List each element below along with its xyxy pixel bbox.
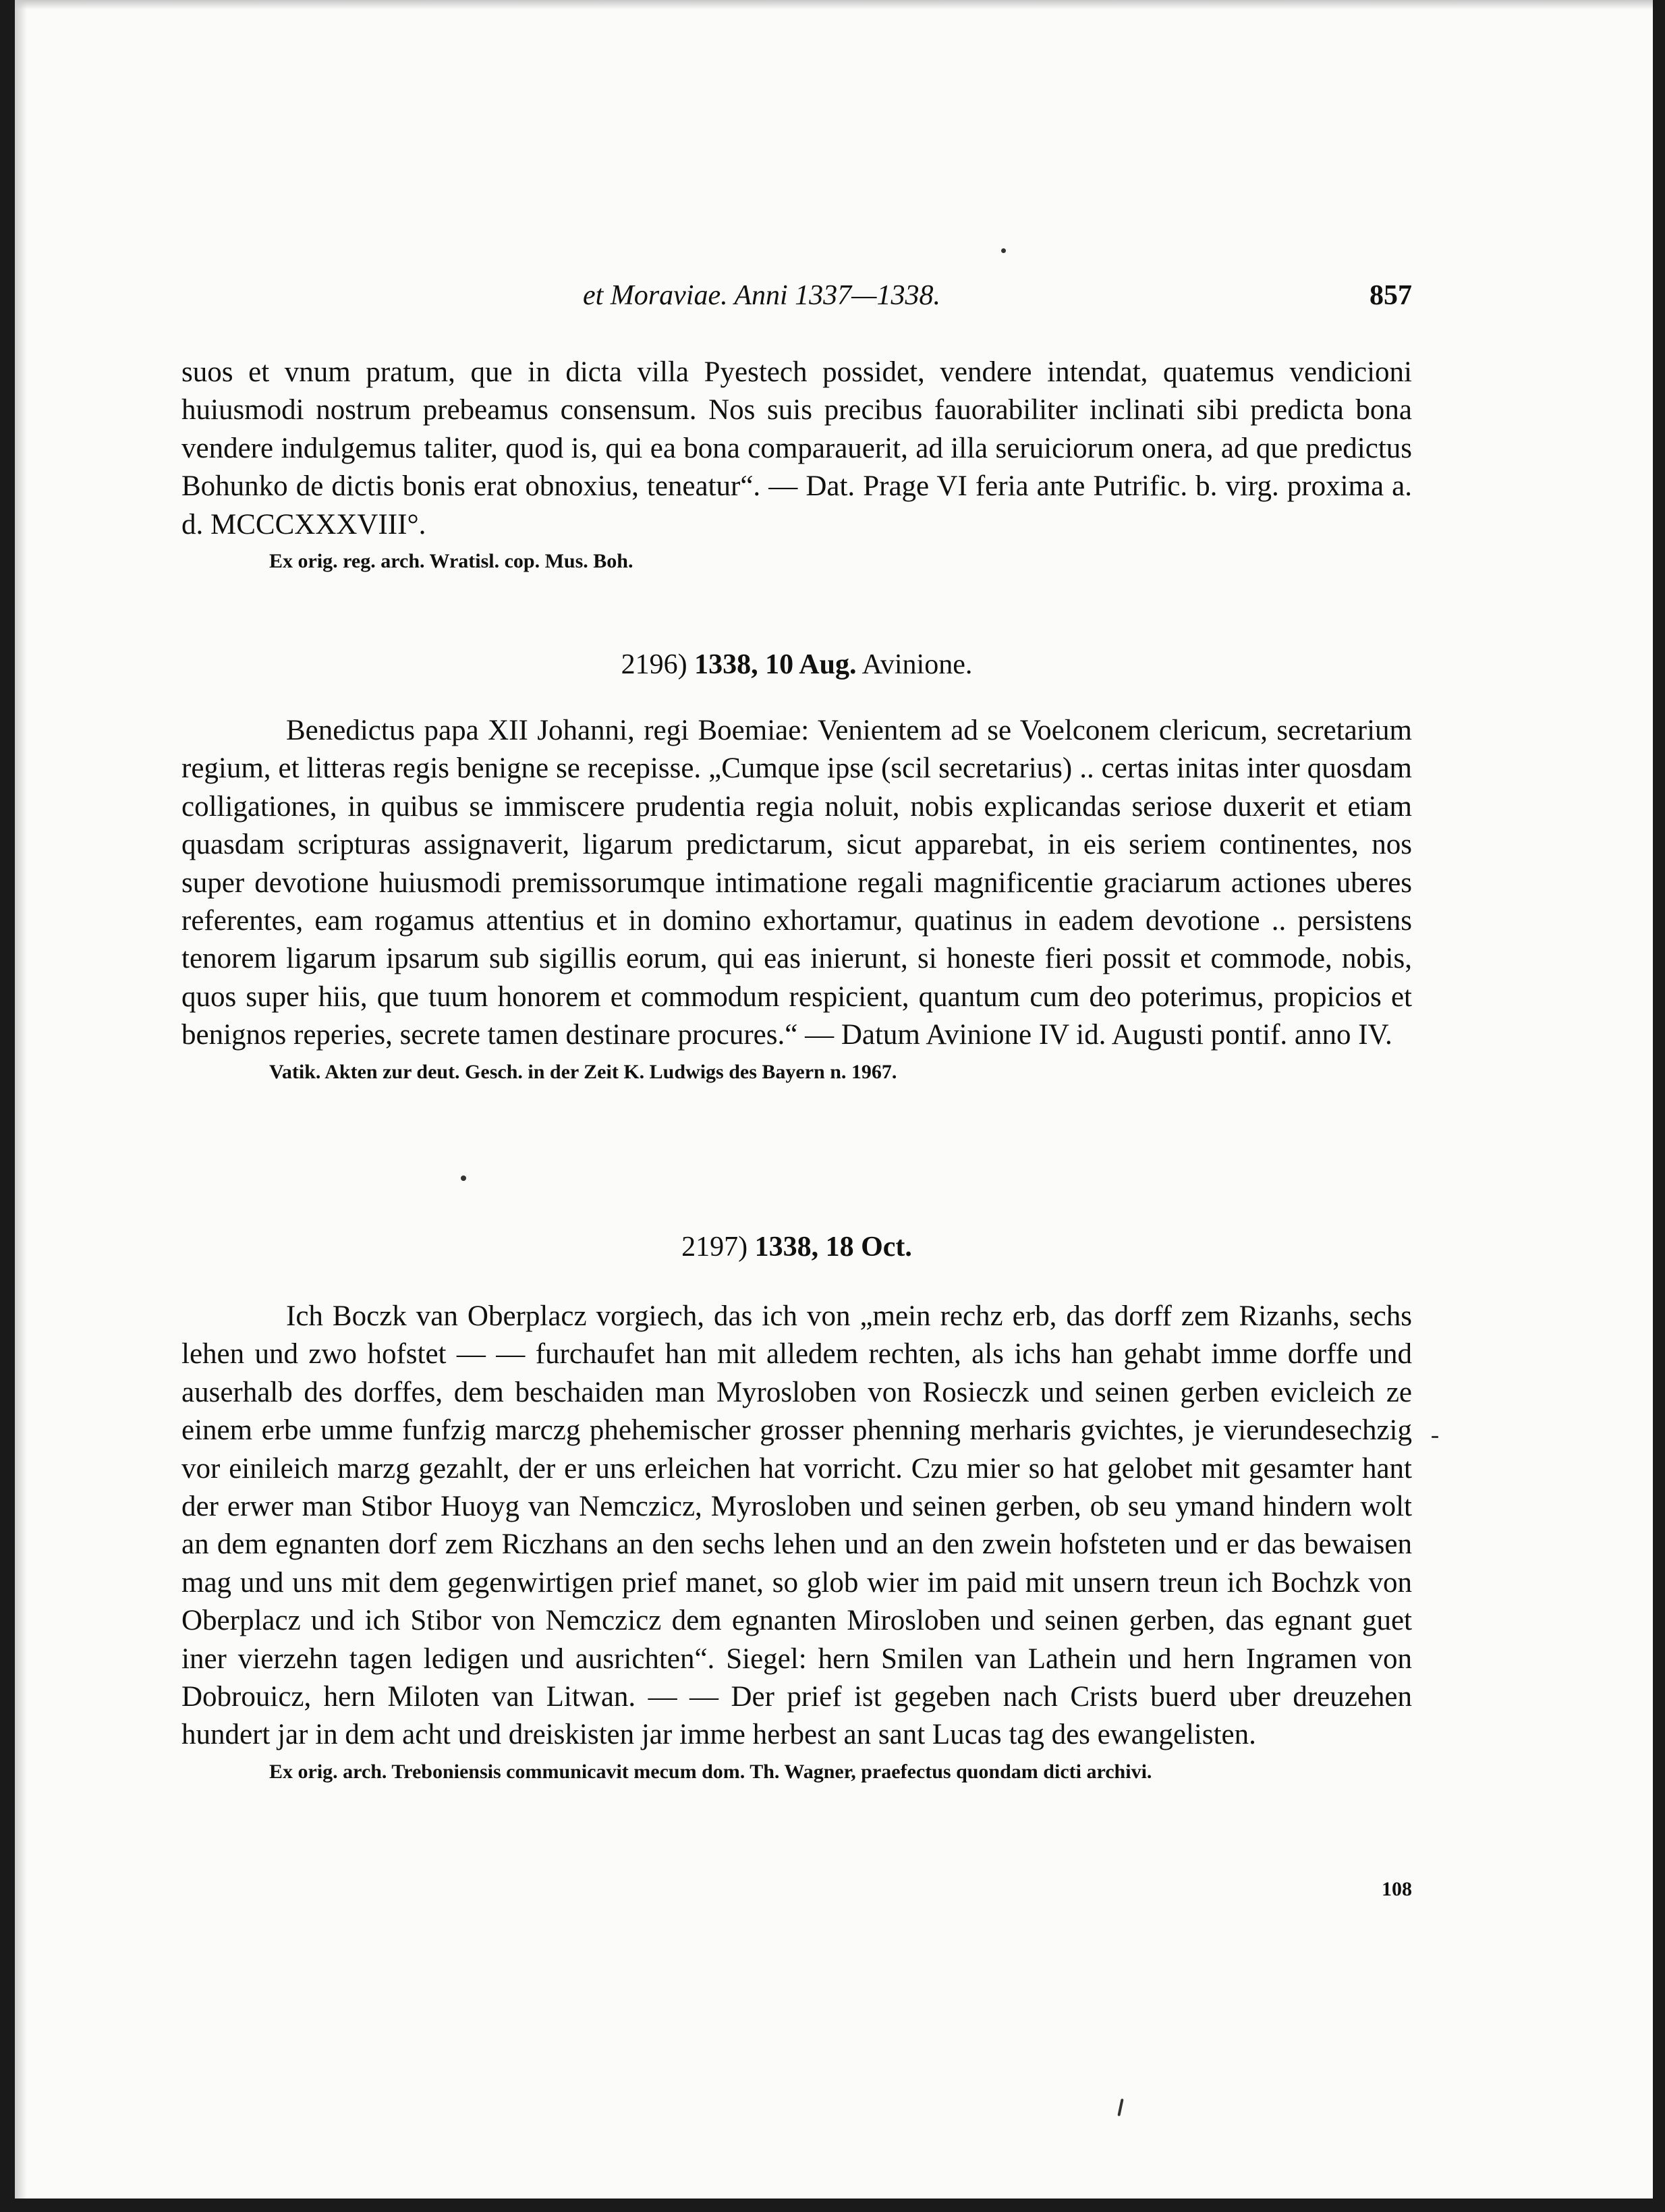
- entry-place: Avinione.: [862, 649, 973, 680]
- page-top-edge: [15, 0, 1653, 9]
- continuation-source: Ex orig. reg. arch. Wratisl. cop. Mus. Boh.: [269, 550, 633, 573]
- page-number: 857: [1370, 280, 1412, 311]
- entry-source: Vatik. Akten zur deut. Gesch. in der Zeit K. Ludwigs des Bayern n. 1967.: [269, 1060, 897, 1083]
- entry-date: 1338, 18 Oct.: [754, 1232, 912, 1263]
- continuation-block: [181, 354, 1412, 576]
- print-speck: [461, 1176, 466, 1181]
- running-title: et Moraviae. Anni 1337—1338.: [583, 280, 941, 311]
- entry-text: Benedictus papa XII Johanni, regi Boemiae: Venientem ad se Voelconem clericum, secretarium regium, et litteras regis benigne se recepisse. „Cumque ipse (scil secretarius) .. certas initas inter quosdam colligationes, in quibus se immiscere prudentia regia noluit, nobis explicandas seriose duxerit et etiam quasdam scripturas assignaverit, ligarum predictarum, sicut apparebat, in eis seriem continentes, nos super devotione huiusmodi premissorumque intimatione regali magnificentie graciarum actiones uberes referentes, eam rogamus attentius et in domino exhortamur, quatinus in eadem devotione .. persistens tenorem ligarum ipsarum sub sigillis eorum, qui eas inierunt, si honeste fieri possit et commode, nobis, quos super hiis, que tuum honorem et commodum respicient, quantum cum deo poterimus, propicios et benignos reperies, secrete tamen destinare procures.“ — Datum Avinione IV id. Augusti pontif. anno IV.: [181, 715, 1412, 1051]
- entry-heading-2197: [181, 1227, 1412, 1267]
- print-speck: [1432, 1436, 1438, 1438]
- continuation-text: suos et vnum pratum, que in dicta villa Pyestech possidet, vendere intendat, quatemus vendicioni huiusmodi nostrum prebeamus consensum. Nos suis precibus fauorabiliter inclinati sibi predicta bona vendere indulgemus taliter, quod is, qui ea bona comparauerit, ad illa seruiciorum onera, ad que predictus Bohunko de dictis bonis erat obnoxius, teneatur“. — Dat. Prage VI feria ante Putrific. b. virg. proxima a. d. MCCCXXXVIII°.: [181, 356, 1412, 541]
- entry-body-2196: [181, 712, 1412, 1087]
- signature-mark: 108: [1382, 1878, 1412, 1900]
- entry-date: 1338, 10 Aug.: [694, 649, 857, 680]
- print-speck: [1117, 2099, 1123, 2116]
- entry-body-2197: [181, 1298, 1412, 1787]
- entry-text: Ich Boczk van Oberplacz vorgiech, das ich von „mein rechz erb, das dorff zem Rizanhs, sechs lehen und zwo hofstet — — furchaufet han mit alledem rechten, als ichs han gehabt imme dorffe und auserhalb des dorffes, dem beschaiden man Myrosloben von Rosieczk und seinen gerben evicleich ze einem erbe umme funfzig marczg phehemischer grosser phenning merharis gvichtes, je vierundesechzig vor einileich marzg gezahlt, der er uns erleichen hat vorricht. Czu mier so hat gelobet mit gesamter hant der erwer man Stibor Huoyg van Nemczicz, Myrosloben und seinen gerben, ob seu ymand hindern wolt an dem egnanten dorf zem Riczhans an den sechs lehen und an den zwein hofsteten und er das bewaisen mag und uns mit dem gegenwirtigen prief manet, so glob wier im paid mit unsern treun ich Bochzk von Oberplacz und ich Stibor von Nemczicz dem egnanten Mirosloben und seinen gerben, das egnant guet iner vierzehn tagen ledigen und ausrichten“. Siegel: hern Smilen van Lathein und hern Ingramen von Dobrouicz, hern Miloten van Litwan. — — Der prief ist gegeben nach Crists buerd uber dreuzehen hundert jar in dem acht und dreiskisten jar imme herbest an sant Lucas tag des ewangelisten.: [181, 1300, 1412, 1751]
- document-page: [15, 0, 1653, 2199]
- entry-number: 2197): [681, 1232, 748, 1263]
- print-speck: [1001, 248, 1006, 253]
- entry-source: Ex orig. arch. Treboniensis communicavit mecum dom. Th. Wagner, praefectus quondam dicti archivi.: [269, 1760, 1152, 1783]
- entry-heading-2196: [181, 644, 1412, 685]
- entry-number: 2196): [621, 649, 687, 680]
- running-head: [181, 275, 1412, 323]
